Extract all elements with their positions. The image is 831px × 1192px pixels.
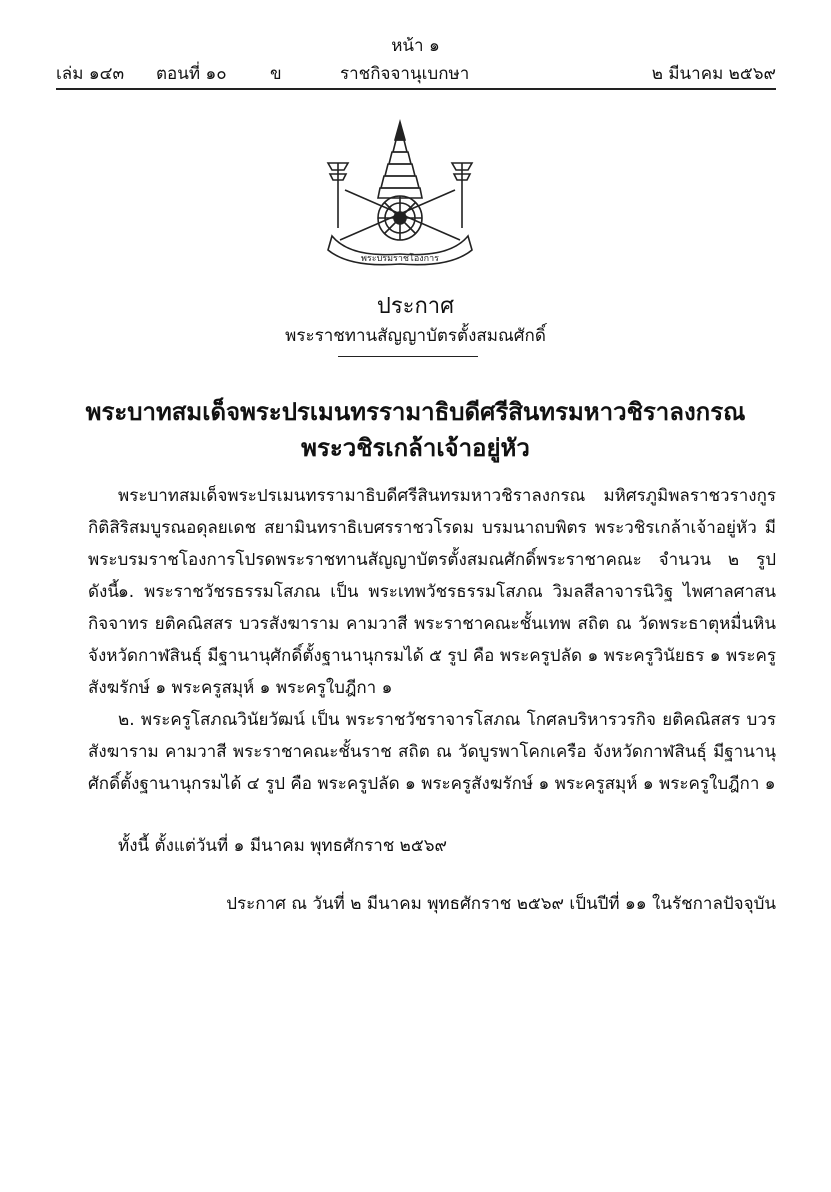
page-number: หน้า ๑ <box>391 36 440 56</box>
announcement-subtitle: พระราชทานสัญญาบัตรตั้งสมณศักดิ์ <box>285 326 546 346</box>
intro-paragraph: พระบาทสมเด็จพระปรเมนทรรามาธิบดีศรีสินทรมหาวชิราลงกรณ มหิศรภูมิพลราชวรางกูร กิติสิริสมบูรณอดุลยเดช สยามินทราธิเบศรราชวโรดม บรมนาถบพิตร พระวชิรเกล้าเจ้าอยู่หัว มีพระบรมราชโองการโปรดพระราชทานสัญญาบัตรตั้งสมณศักดิ์พระราชาคณะ จำนวน ๒ รูป ดังนี้ <box>88 486 776 602</box>
issue-label: ตอนที่ ๑๐ <box>156 64 227 84</box>
king-name-line-1: พระบาทสมเด็จพระปรเมนทรรามาธิบดีศรีสินทรมหาวชิราลงกรณ <box>85 398 746 426</box>
gazette-header <box>56 60 776 88</box>
appointment-item-1: ๑. พระราชวัชรธรรมโสภณ เป็น พระเทพวัชรธรรมโสภณ วิมลสีลาจารนิวิฐ ไพศาลศาสนกิจจาทร ยติคณิสสร บวรสังฆาราม คามวาสี พระราชาคณะชั้นเทพ สถิต ณ วัดพระธาตุหมื่นหิน จังหวัดกาฬสินธุ์ มีฐานานุศักดิ์ตั้งฐานานุกรมได้ ๕ รูป คือ พระครูปลัด ๑ พระครูวินัยธร ๑ พระครูสังฆรักษ์ ๑ พระครูสมุห์ ๑ พระครูใบฎีกา ๑ <box>88 582 776 698</box>
section-label: ข <box>270 64 282 84</box>
gazette-name: ราชกิจจานุเบกษา <box>340 64 470 84</box>
announcement-title: ประกาศ <box>376 294 455 319</box>
header-rule <box>56 88 776 90</box>
seal-ribbon-text: พระบรมราชโองการ <box>360 254 440 264</box>
gazette-date: ๒ มีนาคม ๒๕๖๙ <box>651 64 776 84</box>
appointment-item-2: ๒. พระครูโสภณวินัยวัฒน์ เป็น พระราชวัชราจารโสภณ โกศลบริหารวรกิจ ยติคณิสสร บวรสังฆาราม คามวาสี พระราชาคณะชั้นราช สถิต ณ วัดบูรพาโคกเครือ จังหวัดกาฬสินธุ์ มีฐานานุศักดิ์ตั้งฐานานุกรมได้ ๔ รูป คือ พระครูปลัด ๑ พระครูสังฆรักษ์ ๑ พระครูสมุห์ ๑ พระครูใบฎีกา ๑ <box>88 710 776 794</box>
royal-seal-icon <box>310 118 490 268</box>
proclamation-date-line: ประกาศ ณ วันที่ ๒ มีนาคม พุทธศักราช ๒๕๖๙ เป็นปีที่ ๑๑ ในรัชกาลปัจจุบัน <box>226 894 776 914</box>
title-divider <box>338 356 478 357</box>
volume-label: เล่ม ๑๔๓ <box>56 64 125 84</box>
king-name-line-2: พระวชิรเกล้าเจ้าอยู่หัว <box>301 434 530 462</box>
effective-date-line: ทั้งนี้ ตั้งแต่วันที่ ๑ มีนาคม พุทธศักราช ๒๕๖๙ <box>118 836 448 856</box>
